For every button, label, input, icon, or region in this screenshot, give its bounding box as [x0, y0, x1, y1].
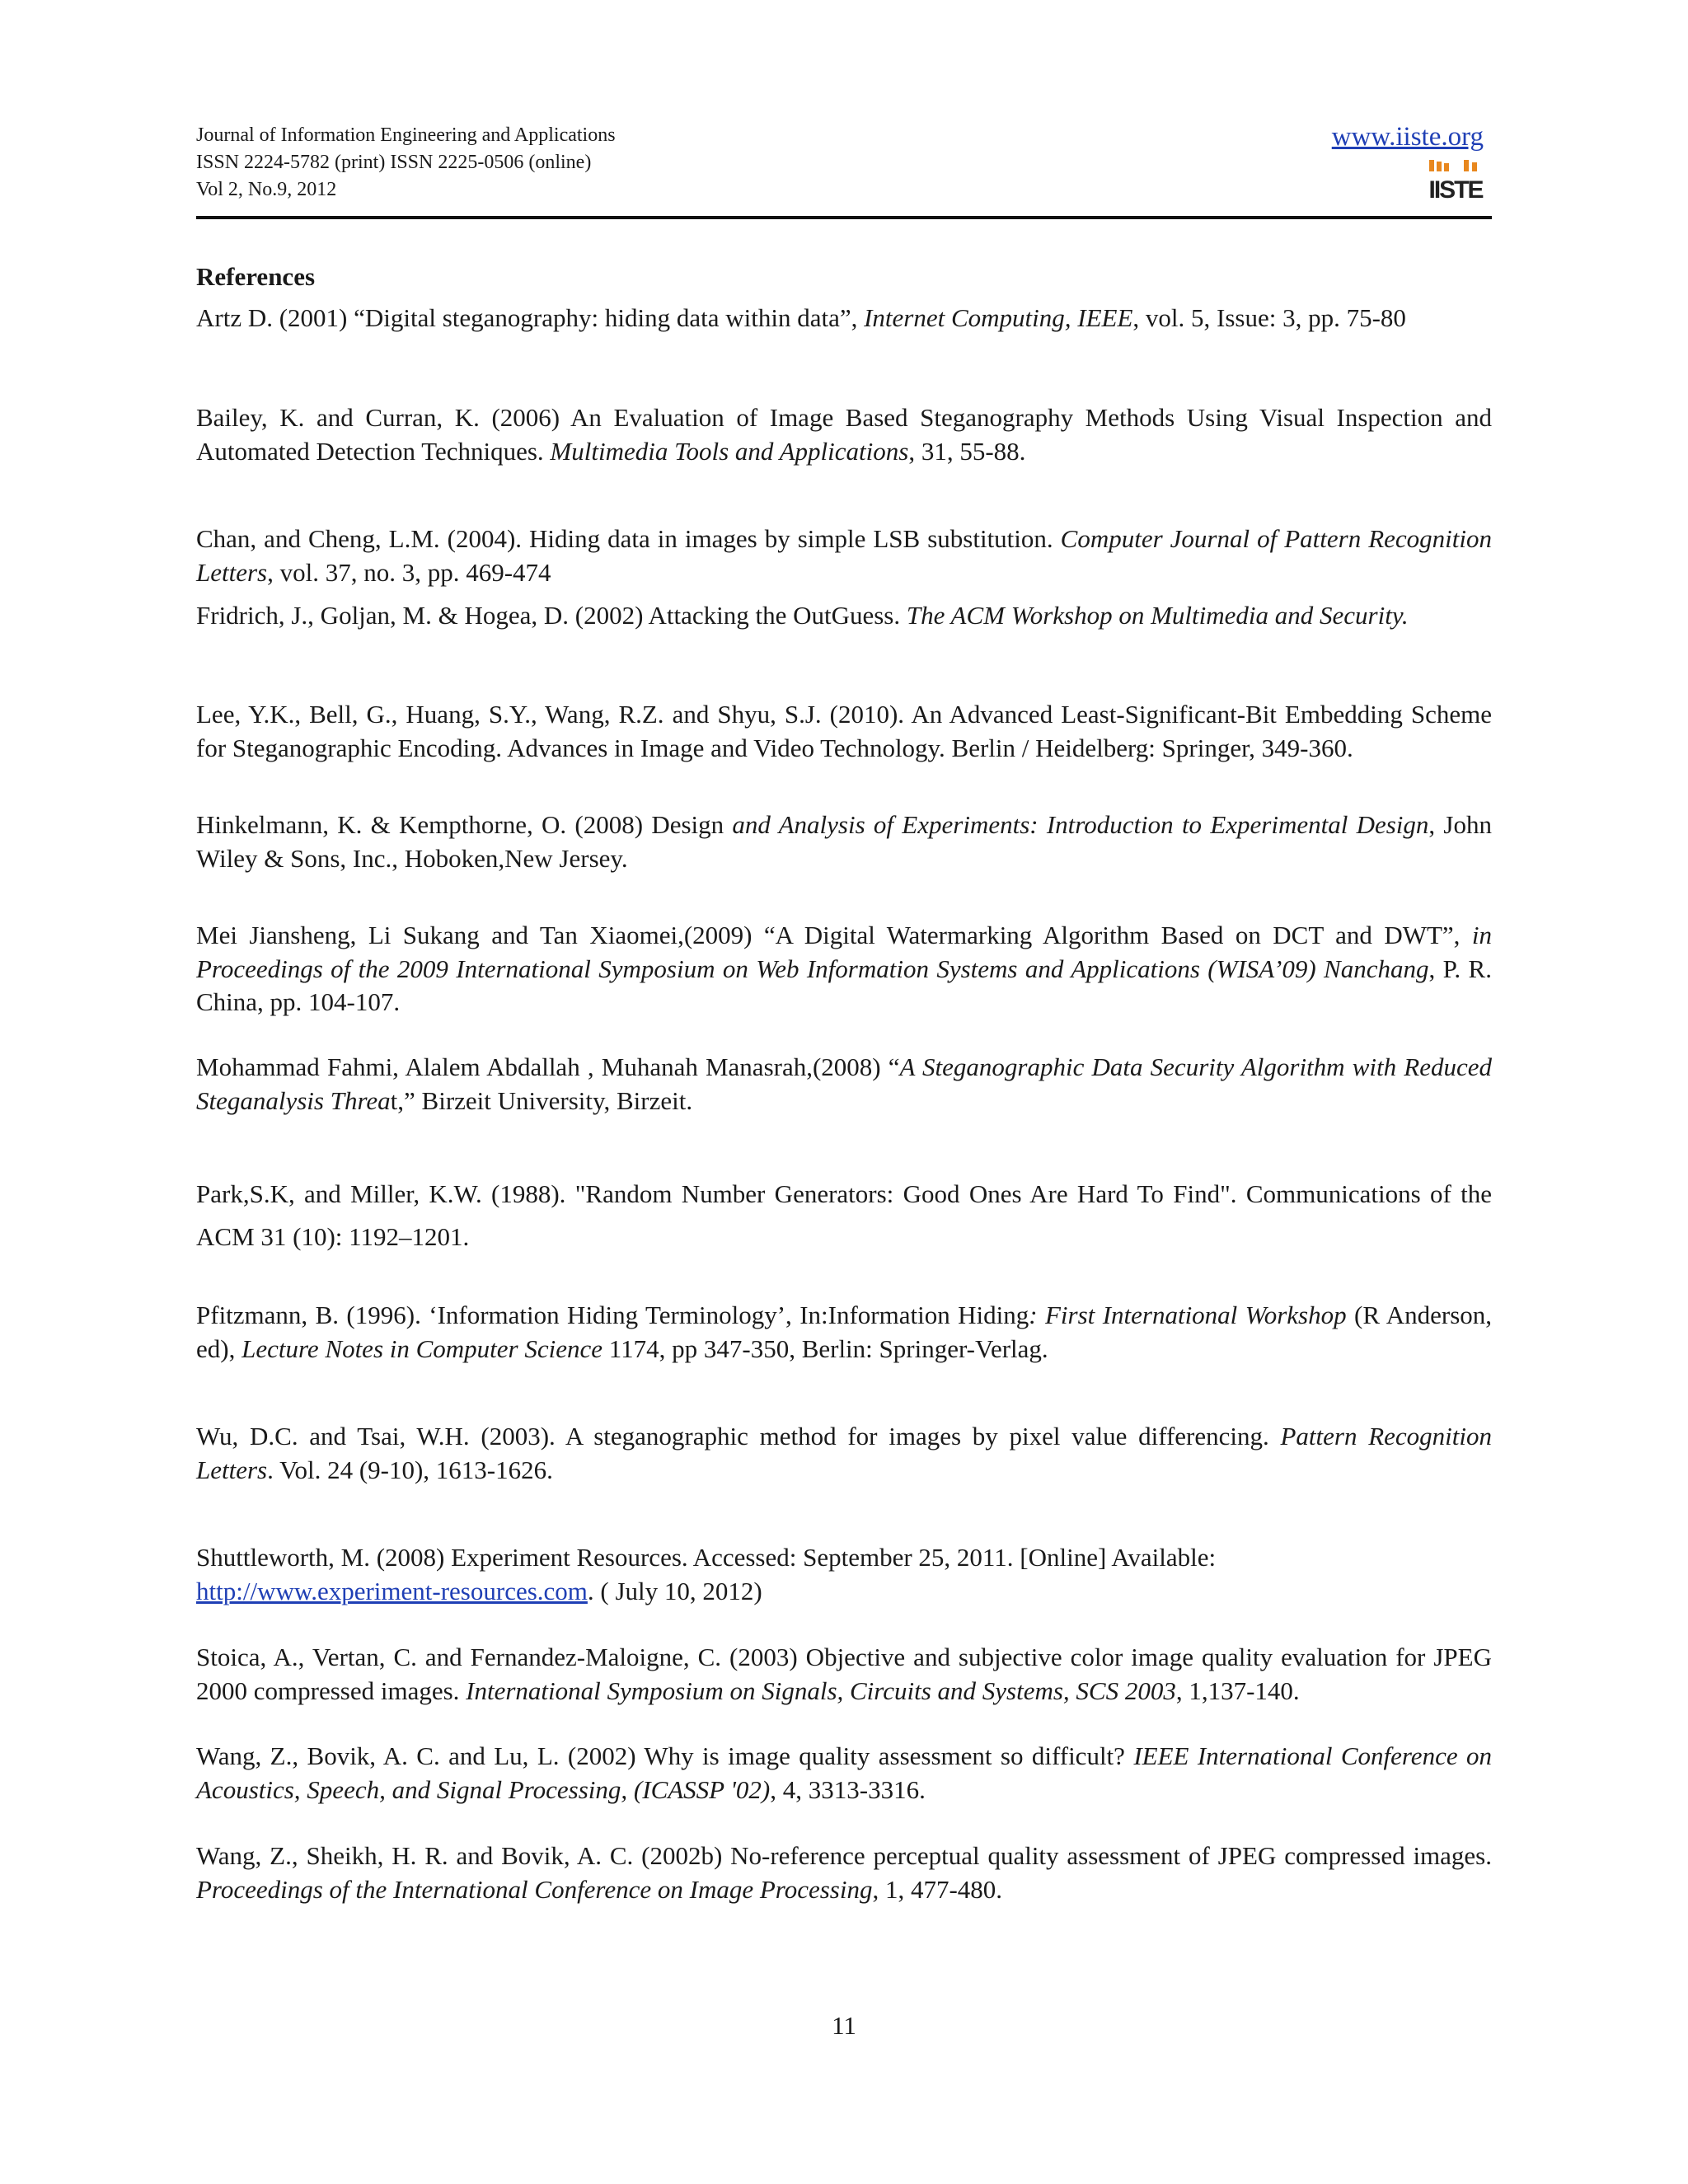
- reference-wang-2002: Wang, Z., Bovik, A. C. and Lu, L. (2002) Why is image quality assessment so difficult? IEEE International Conference on Acoustics, Speech, and Signal Processing, (ICASSP '02), 4, 3313-3316.: [196, 1741, 1492, 1804]
- svg-text:IISTE: IISTE: [1428, 176, 1483, 201]
- reference-hinkelmann: Hinkelmann, K. & Kempthorne, O. (2008) Design and Analysis of Experiments: Introduction to Experimental Design, John Wiley & Sons, Inc., Hoboken,New Jersey.: [196, 810, 1492, 873]
- references-heading: References: [196, 262, 316, 291]
- iiste-logo: [1428, 160, 1484, 201]
- reference-mei: Mei Jiansheng, Li Sukang and Tan Xiaomei,(2009) “A Digital Watermarking Algorithm Based on DCT and DWT”, in Proceedings of the 2009 International Symposium on Web Information Systems and Applications (WISA’09) Nanchang, P. R. China, pp. 104-107.: [196, 921, 1492, 1016]
- reference-chan: Chan, and Cheng, L.M. (2004). Hiding data in images by simple LSB substitution. Computer Journal of Pattern Recognition Letters, vol. 37, no. 3, pp. 469-474: [196, 524, 1493, 587]
- reference-shuttleworth: Shuttleworth, M. (2008) Experiment Resources. Accessed: September 25, 2011. [Online] Available: http://www.experiment-resources.com. ( July 10, 2012): [196, 1543, 1217, 1605]
- journal-header: [196, 122, 1492, 204]
- page-number: 11: [832, 2011, 856, 2040]
- reference-stoica: Stoica, A., Vertan, C. and Fernandez-Maloigne, C. (2003) Objective and subjective color image quality evaluation for JPEG 2000 compressed images. International Symposium on Signals, Circuits and Systems, SCS 2003, 1,137-140.: [196, 1643, 1492, 1705]
- reference-park: Park,S.K, and Miller, K.W. (1988). "Random Number Generators: Good Ones Are Hard To Find". Communications of the ACM 31 (10): 1192–1201.: [196, 1179, 1492, 1251]
- reference-bailey: Bailey, K. and Curran, K. (2006) An Evaluation of Image Based Steganography Methods Using Visual Inspection and Automated Detection Techniques. Multimedia Tools and Applications, 31, 55-88.: [196, 403, 1492, 466]
- reference-pfitzmann: Pfitzmann, B. (1996). ‘Information Hiding Terminology’, In:Information Hiding: First International Workshop (R Anderson, ed), Lecture Notes in Computer Science 1174, pp 347-350, Berlin: Springer-Verlag.: [196, 1301, 1493, 1363]
- website-link[interactable]: www.iiste.org: [1331, 122, 1484, 152]
- journal-volume: Vol 2, No.9, 2012: [196, 179, 337, 200]
- reference-fahmi: Mohammad Fahmi, Alalem Abdallah , Muhanah Manasrah,(2008) “A Steganographic Data Security Algorithm with Reduced Steganalysis Threat,” Birzeit University, Birzeit.: [196, 1052, 1492, 1115]
- journal-name: Journal of Information Engineering and Applications: [196, 124, 616, 146]
- reference-wang-2002b: Wang, Z., Sheikh, H. R. and Bovik, A. C. (2002b) No-reference perceptual quality assessment of JPEG compressed images. Proceedings of the International Conference on Image Processing, 1, 477-480.: [196, 1841, 1492, 1904]
- reference-wu: Wu, D.C. and Tsai, W.H. (2003). A steganographic method for images by pixel value differencing. Pattern Recognition Letters. Vol. 24 (9-10), 1613-1626.: [196, 1422, 1492, 1484]
- journal-issn: ISSN 2224-5782 (print) ISSN 2225-0506 (online): [196, 152, 592, 173]
- reference-lee: Lee, Y.K., Bell, G., Huang, S.Y., Wang, R.Z. and Shyu, S.J. (2010). An Advanced Least-Significant-Bit Embedding Scheme for Steganographic Encoding. Advances in Image and Video Technology. Berlin / Heidelberg: Springer, 349-360.: [196, 700, 1492, 762]
- header-rule: [196, 216, 1492, 219]
- experiment-resources-link[interactable]: http://www.experiment-resources.com: [196, 1576, 588, 1605]
- reference-fridrich: Fridrich, J., Goljan, M. & Hogea, D. (2002) Attacking the OutGuess. The ACM Workshop on Multimedia and Security.: [196, 601, 1409, 630]
- reference-artz: Artz D. (2001) “Digital steganography: hiding data within data”, Internet Computing, IEEE, vol. 5, Issue: 3, pp. 75-80: [196, 303, 1406, 332]
